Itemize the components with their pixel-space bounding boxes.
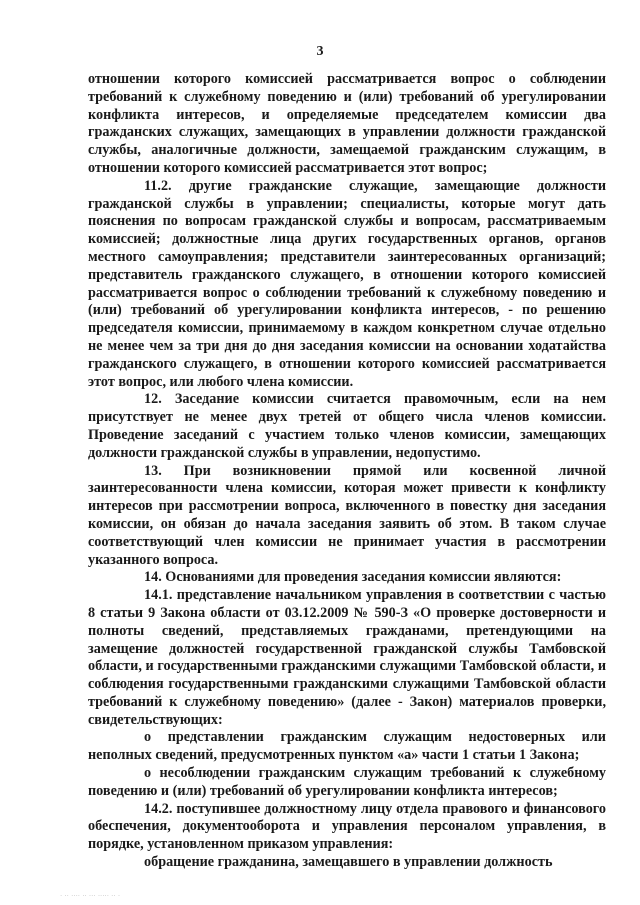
paragraph-continuation: отношении которого комиссией рассматривается вопрос о соблюдении требований к служебному поведению и (или) требований об урегулировании конфликта интересов, и определяемые председателем комиссии два гражданских служащих, замещающих в управлении должности гражданской службы, аналогичные должности, замещаемой гражданским служащим, в отношении которого комиссией рассматривается этот вопрос; <box>88 71 606 176</box>
scan-footer-marks: · ·· ···· ·· ··· ····· ·· · <box>60 892 121 900</box>
paragraph-14-1-item-1: о представлении гражданским служащим недостоверных или неполных сведений, предусмотренных пунктом «а» части 1 статьи 1 Закона; <box>88 729 606 764</box>
paragraph-14: 14. Основаниями для проведения заседания комиссии являются: <box>144 569 562 586</box>
paragraph-14-1: 14.1. представление начальником управления в соответствии с частью 8 статьи 9 Закона области от 03.12.2009 № 590-З «О проверке достоверности и полноты сведений, представляемых гражданами, претендующими на замещение должностей государственной гражданской службы Тамбовской области, и государственными гражданскими служащими Тамбовской области, и соблюдения государственными гражданскими служащими Тамбовской области требований к служебному поведению» (далее - Закон) материалов проверки, свидетельствующих: <box>88 587 606 728</box>
paragraph-14-1-item-2: о несоблюдении гражданским служащим требований к служебному поведению и (или) требований об урегулировании конфликта интересов; <box>88 765 606 799</box>
paragraph-11-2: 11.2. другие гражданские служащие, замещающие должности гражданской службы в управлении; специалисты, которые могут дать пояснения по вопросам гражданской службы и вопросам, рассматриваемым комиссией; должностные лица других государственных органов, органов местного самоуправления; представители заинтересованных организаций; представитель гражданского служащего, в отношении которого комиссией рассматривается вопрос о соблюдении требований к служебному поведению и (или) требований об урегулировании конфликта интересов, - по решению председателя комиссии, принимаемому в каждом конкретном случае отдельно не менее чем за три дня до дня заседания комиссии на основании ходатайства гражданского служащего, в отношении которого комиссией рассматривается этот вопрос, или любого члена комиссии. <box>88 177 606 390</box>
paragraph-13: 13. При возникновении прямой или косвенной личной заинтересованности члена комиссии, которая может привести к конфликту интересов при рассмотрении вопроса, включенного в повестку дня заседания комиссии, он обязан до начала заседания заявить об этом. В таком случае соответствующий член комиссии не принимает участия в рассмотрении указанного вопроса. <box>88 462 606 568</box>
paragraph-14-2: 14.2. поступившее должностному лицу отдела правового и финансового обеспечения, документооборота и управления персоналом управления, в порядке, установленном приказом управления: <box>88 800 606 853</box>
paragraph-14-2-item-1: обращение гражданина, замещавшего в управлении должность <box>144 854 553 871</box>
paragraph-12: 12. Заседание комиссии считается правомочным, если на нем присутствует не менее двух третей от общего числа членов комиссии. Проведение заседаний с участием только членов комиссии, замещающих должности гражданской службы в управлении, недопустимо. <box>88 391 606 461</box>
page-number: 3 <box>316 44 324 59</box>
document-body <box>88 71 606 872</box>
